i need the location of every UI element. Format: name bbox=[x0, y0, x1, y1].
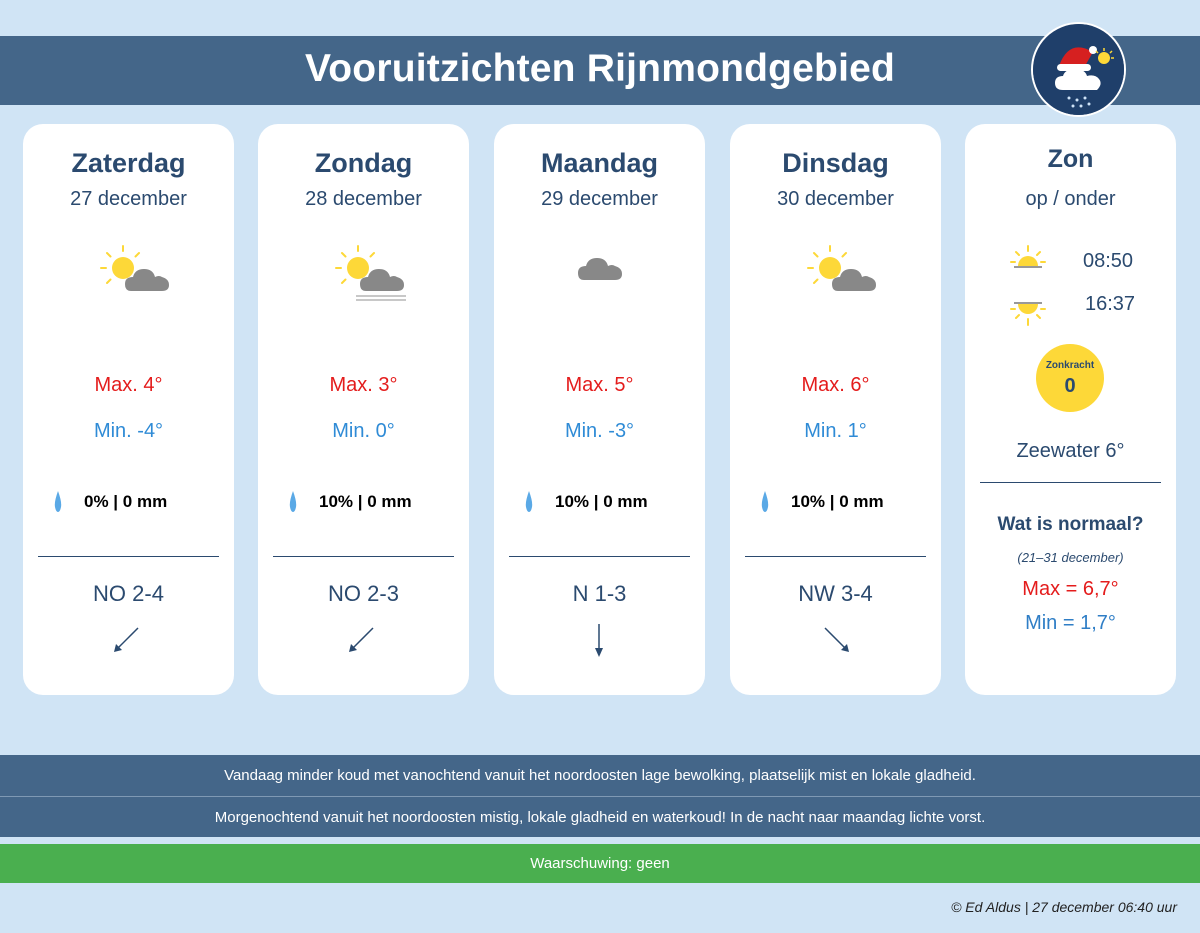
sun-cloud-fog-icon bbox=[328, 236, 418, 306]
day-date: 27 december bbox=[70, 188, 187, 210]
sun-subtitle: op / onder bbox=[1025, 188, 1116, 210]
day-card-zondag bbox=[258, 124, 469, 695]
raindrop-icon bbox=[761, 491, 769, 513]
divider bbox=[509, 556, 690, 557]
max-temperature: Max. 6° bbox=[801, 374, 870, 396]
day-name: Maandag bbox=[540, 148, 659, 178]
normal-max: Max = 6,7° bbox=[1022, 578, 1119, 600]
day-date: 28 december bbox=[305, 188, 422, 210]
day-name: Dinsdag bbox=[782, 148, 889, 178]
precipitation bbox=[258, 490, 469, 514]
wind-text: NO 2-4 bbox=[93, 581, 164, 606]
sunset-icon bbox=[1010, 299, 1046, 329]
arrow-down-right-icon bbox=[815, 624, 855, 658]
min-temperature: Min. 0° bbox=[332, 420, 395, 442]
uv-label: Zonkracht bbox=[1045, 360, 1095, 371]
footer-credit: © Ed Aldus | 27 december 06:40 uur bbox=[951, 899, 1177, 915]
divider bbox=[273, 556, 454, 557]
max-temperature: Max. 5° bbox=[565, 374, 634, 396]
sunset-time: 16:37 bbox=[1085, 293, 1136, 315]
precipitation bbox=[730, 490, 941, 514]
wind-text: NO 2-3 bbox=[328, 581, 399, 606]
sunrise-icon bbox=[1010, 244, 1046, 272]
raindrop-icon bbox=[289, 491, 297, 513]
forecast-message-tomorrow: Morgenochtend vanuit het noordoosten mistig, lokale gladheid en waterkoud! In de nacht naar maandag lichte vorst. bbox=[0, 796, 1200, 837]
normal-title: Wat is normaal? bbox=[997, 514, 1144, 535]
max-temperature: Max. 3° bbox=[329, 374, 398, 396]
day-name: Zondag bbox=[314, 148, 413, 178]
arrow-down-left-icon bbox=[108, 624, 148, 658]
arrow-down-left-icon bbox=[343, 624, 383, 658]
max-temperature: Max. 4° bbox=[94, 374, 163, 396]
sea-water-temperature: Zeewater 6° bbox=[1016, 440, 1125, 462]
page-title: Vooruitzichten Rijnmondgebied bbox=[304, 47, 896, 90]
sunrise-time: 08:50 bbox=[1083, 250, 1134, 272]
normal-period: (21–31 december) bbox=[1017, 550, 1124, 565]
precipitation-text: 10% | 0 mm bbox=[319, 492, 412, 511]
page-header bbox=[0, 36, 1200, 105]
forecast-message-today: Vandaag minder koud met vanochtend vanuit het noordoosten lage bewolking, plaatselijk mist en lokale gladheid. bbox=[0, 755, 1200, 796]
day-card-zaterdag bbox=[23, 124, 234, 695]
divider bbox=[745, 556, 926, 557]
raindrop-icon bbox=[525, 491, 533, 513]
uv-index-badge bbox=[1036, 344, 1104, 412]
precipitation-text: 10% | 0 mm bbox=[555, 492, 648, 511]
day-name: Zaterdag bbox=[71, 148, 186, 178]
christmas-weather-logo bbox=[1031, 22, 1126, 117]
uv-value: 0 bbox=[1064, 375, 1076, 397]
day-date: 30 december bbox=[777, 188, 894, 210]
min-temperature: Min. -3° bbox=[564, 420, 635, 442]
warning-banner: Waarschuwing: geen bbox=[0, 844, 1200, 883]
normal-min: Min = 1,7° bbox=[1025, 612, 1116, 634]
precipitation bbox=[494, 490, 705, 514]
precipitation bbox=[23, 490, 234, 514]
day-card-maandag bbox=[494, 124, 705, 695]
sun-card bbox=[965, 124, 1176, 695]
cloud-icon bbox=[564, 236, 654, 306]
divider bbox=[38, 556, 219, 557]
divider bbox=[980, 482, 1161, 483]
precipitation-text: 0% | 0 mm bbox=[84, 492, 168, 511]
sun-behind-cloud-icon bbox=[800, 236, 890, 306]
precipitation-text: 10% | 0 mm bbox=[791, 492, 884, 511]
arrow-down-icon bbox=[579, 624, 619, 658]
raindrop-icon bbox=[54, 491, 62, 513]
sun-title: Zon bbox=[1047, 145, 1094, 173]
day-date: 29 december bbox=[541, 188, 658, 210]
sun-behind-cloud-icon bbox=[93, 236, 183, 306]
min-temperature: Min. 1° bbox=[804, 420, 867, 442]
wind-text: N 1-3 bbox=[572, 581, 627, 606]
wind-text: NW 3-4 bbox=[798, 581, 873, 606]
day-card-dinsdag bbox=[730, 124, 941, 695]
min-temperature: Min. -4° bbox=[93, 420, 164, 442]
